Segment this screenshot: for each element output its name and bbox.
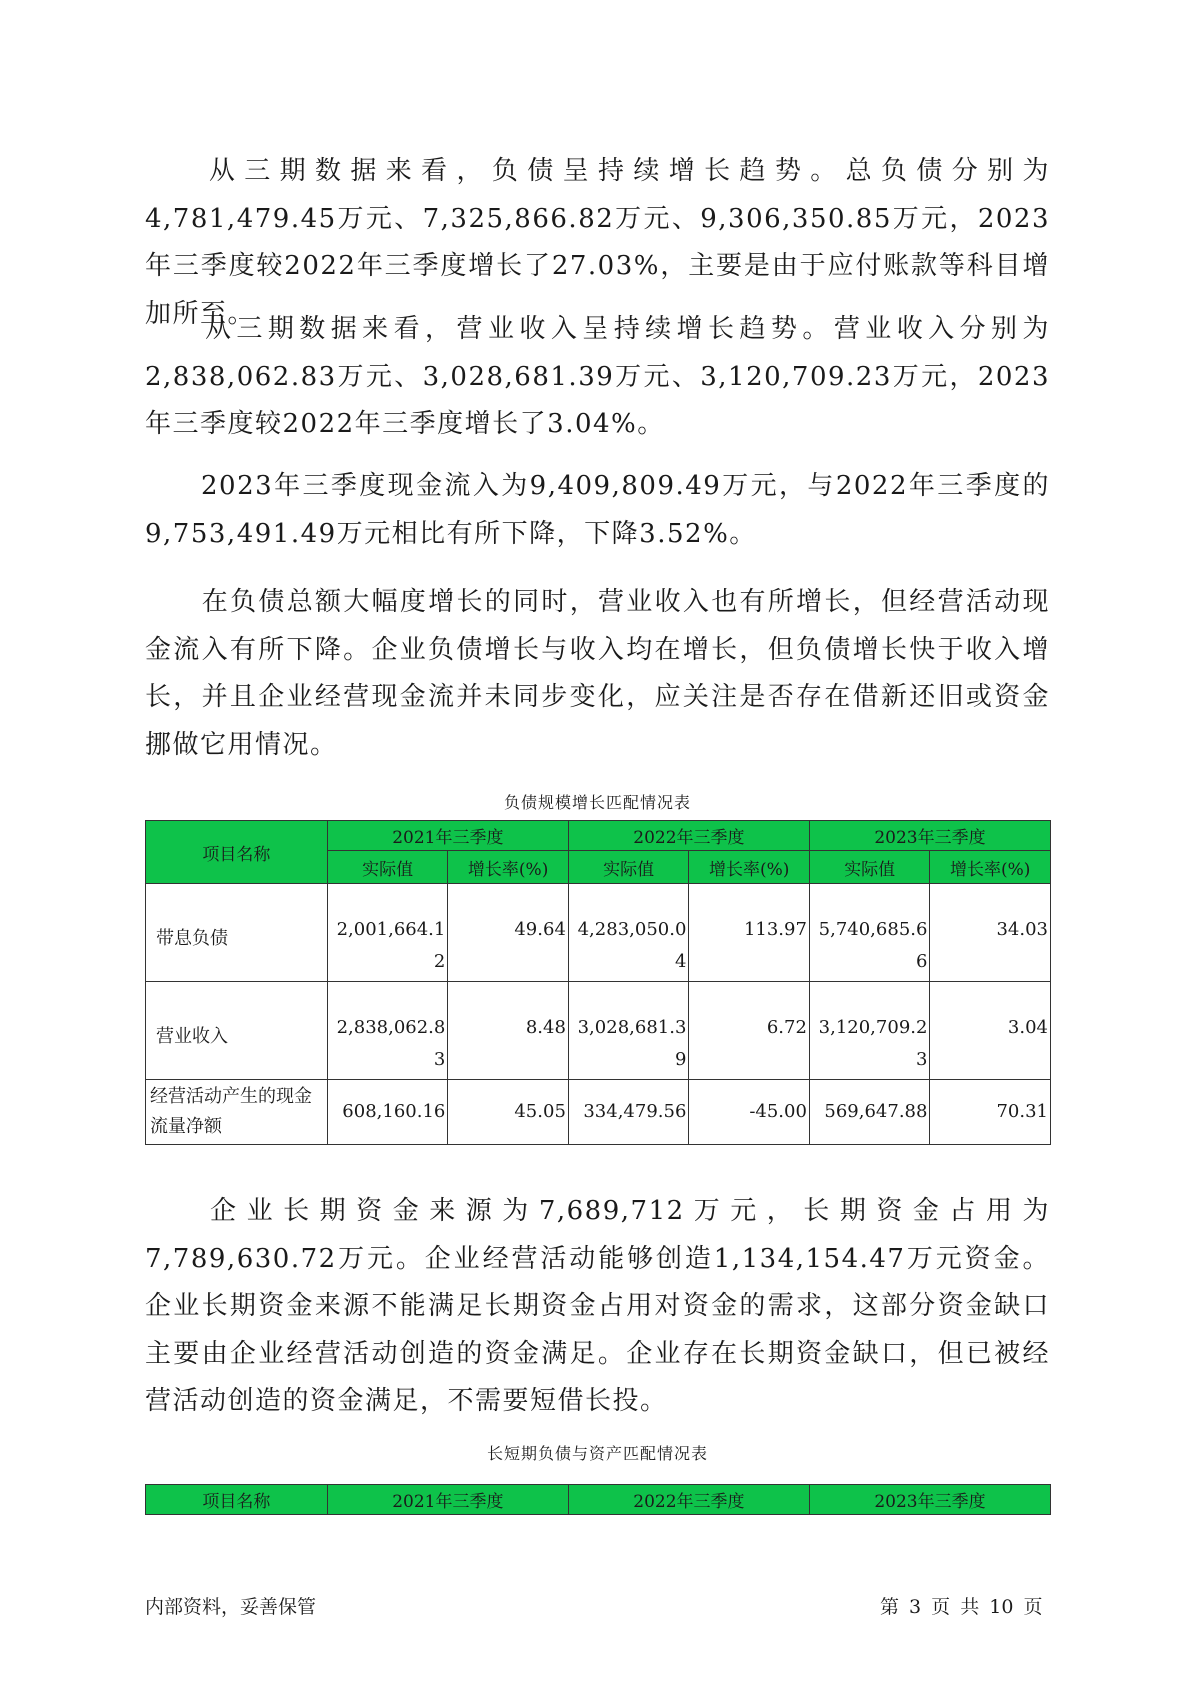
growth-cell: 3.04 bbox=[930, 982, 1051, 1080]
period-header-2023: 2023年三季度 bbox=[809, 821, 1050, 851]
value-cell: 569,647.88 bbox=[809, 1080, 930, 1145]
value-cell: 608,160.16 bbox=[327, 1080, 448, 1145]
table2-caption: 长短期负债与资产匹配情况表 bbox=[486, 1444, 708, 1463]
row-name: 经营活动产生的现金流量净额 bbox=[146, 1080, 328, 1145]
paragraph-revenue-trend: 从三期数据来看，营业收入呈持续增长趋势。营业收入分别为2,838,062.83万元、3,028,681.39万元、3,120,709.23万元，2023年三季度较2022年三季度增长了3.04%。 bbox=[145, 314, 1050, 439]
growth-cell: 8.48 bbox=[448, 982, 569, 1080]
paragraph-analysis: 在负债总额大幅度增长的同时，营业收入也有所增长，但经营活动现金流入有所下降。企业负债增长与收入均在增长，但负债增长快于收入增长，并且企业经营现金流并未同步变化，应关注是否存在借新还旧或资金挪做它用情况。 bbox=[145, 587, 1050, 760]
footer-confidential: 内部资料，妥善保管 bbox=[145, 1596, 317, 1618]
actual-value-header: 实际值 bbox=[568, 851, 689, 884]
growth-cell: 49.64 bbox=[448, 884, 569, 982]
period-header-2022: 2022年三季度 bbox=[568, 1485, 809, 1515]
table-row bbox=[146, 884, 1051, 982]
footer-page-number: 第 3 页 共 10 页 bbox=[880, 1596, 1043, 1618]
growth-cell: 70.31 bbox=[930, 1080, 1051, 1145]
value-cell: 2,001,664.12 bbox=[327, 884, 448, 982]
table1-caption: 负债规模增长匹配情况表 bbox=[503, 793, 691, 812]
growth-rate-header: 增长率(%) bbox=[448, 851, 569, 884]
value-cell: 3,120,709.23 bbox=[809, 982, 930, 1080]
table-row bbox=[146, 1080, 1051, 1145]
period-header-2023: 2023年三季度 bbox=[809, 1485, 1050, 1515]
growth-cell: -45.00 bbox=[689, 1080, 810, 1145]
growth-cell: 34.03 bbox=[930, 884, 1051, 982]
item-name-header: 项目名称 bbox=[146, 1485, 328, 1515]
period-header-2022: 2022年三季度 bbox=[568, 821, 809, 851]
growth-cell: 6.72 bbox=[689, 982, 810, 1080]
period-header-2021: 2021年三季度 bbox=[327, 1485, 568, 1515]
value-cell: 4,283,050.04 bbox=[568, 884, 689, 982]
value-cell: 334,479.56 bbox=[568, 1080, 689, 1145]
value-cell: 2,838,062.83 bbox=[327, 982, 448, 1080]
period-header-2021: 2021年三季度 bbox=[327, 821, 568, 851]
actual-value-header: 实际值 bbox=[809, 851, 930, 884]
table-row bbox=[146, 982, 1051, 1080]
row-name: 营业收入 bbox=[146, 982, 328, 1080]
paragraph-liability-trend: 从三期数据来看，负债呈持续增长趋势。总负债分别为4,781,479.45万元、7,325,866.82万元、9,306,350.85万元，2023年三季度较2022年三季度增长了27.03%，主要是由于应付账款等科目增加所至。 bbox=[145, 156, 1050, 329]
paragraph-long-term-funds: 企业长期资金来源为7,689,712万元，长期资金占用为7,789,630.72万元。企业经营活动能够创造1,134,154.47万元资金。企业长期资金来源不能满足长期资金占用对资金的需求，这部分资金缺口主要由企业经营活动创造的资金满足。企业存在长期资金缺口，但已被经营活动创造的资金满足，不需要短借长投。 bbox=[145, 1196, 1050, 1416]
value-cell: 5,740,685.66 bbox=[809, 884, 930, 982]
actual-value-header: 实际值 bbox=[327, 851, 448, 884]
paragraph-cash-inflow: 2023年三季度现金流入为9,409,809.49万元，与2022年三季度的9,753,491.49万元相比有所下降，下降3.52%。 bbox=[145, 471, 1050, 549]
growth-rate-header: 增长率(%) bbox=[930, 851, 1051, 884]
liability-asset-match-table bbox=[145, 1484, 1051, 1515]
row-name: 带息负债 bbox=[146, 884, 328, 982]
value-cell: 3,028,681.39 bbox=[568, 982, 689, 1080]
growth-cell: 113.97 bbox=[689, 884, 810, 982]
debt-growth-table bbox=[145, 820, 1051, 1145]
growth-rate-header: 增长率(%) bbox=[689, 851, 810, 884]
item-name-header: 项目名称 bbox=[146, 821, 328, 884]
growth-cell: 45.05 bbox=[448, 1080, 569, 1145]
